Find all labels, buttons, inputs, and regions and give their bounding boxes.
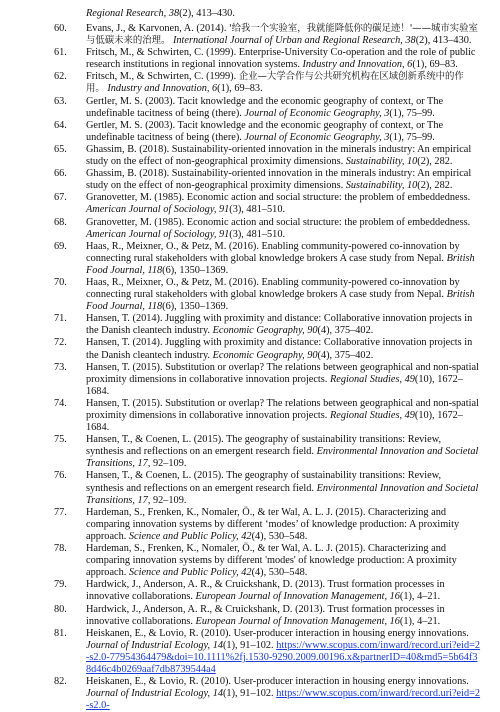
reference-item — [0, 192, 481, 216]
reference-volume-pages: (2), 413–430. — [179, 8, 235, 19]
reference-number: 69. — [54, 240, 67, 252]
reference-authors-title: Hansen, T. (2015). Substitution or overlap? The relations between geographical and non-spatial proximity dimensions in collaborative innovation projects. — [86, 361, 479, 385]
reference-journal: Environmental Innovation and Societal Transitions, 17 — [86, 446, 479, 470]
reference-journal: Regional Studies, 49 — [329, 373, 415, 385]
reference-text-block — [86, 96, 481, 120]
reference-text-block — [86, 470, 481, 506]
reference-item — [0, 628, 481, 676]
reference-item — [0, 71, 481, 95]
reference-number: 60. — [54, 23, 67, 34]
reference-authors-title: Hansen, T., & Coenen, L. (2015). The geography of sustainability transitions: Review, synthesis and reflections on an emergent research field. — [86, 434, 442, 458]
reference-journal: American Journal of Sociology, 91 — [86, 228, 230, 240]
reference-journal: International Journal of Urban and Regional Research, 38 — [172, 35, 416, 47]
reference-authors-title: Hardeman, S., Frenken, K., Nomaler, Ö., & ter Wal, A. L. J. (2015). Characterizing and comparing innovation systems by different 'modes' of knowledge production: A proximity approach. — [86, 543, 457, 579]
reference-volume-pages: (1), 69–83. — [217, 83, 263, 95]
reference-item — [0, 241, 481, 277]
reference-authors-title: Fritsch, M., & Schwirten, C. (1999). Enterprise-University Co-operation and the role of public research institutions in regional innovation systems. — [86, 47, 476, 71]
reference-number: 61. — [54, 47, 67, 59]
reference-number: 77. — [54, 506, 67, 518]
reference-number: 73. — [54, 361, 67, 373]
reference-number: 66. — [54, 168, 67, 180]
reference-text-block — [86, 192, 481, 216]
reference-number: 62. — [54, 71, 67, 83]
reference-volume-pages: (1), 4–21. — [399, 615, 441, 627]
reference-number: 68. — [54, 216, 67, 228]
reference-item — [0, 470, 481, 506]
reference-journal: Sustainability, 10 — [345, 156, 418, 168]
reference-number: 76. — [54, 470, 67, 482]
reference-item — [0, 604, 481, 628]
reference-journal: Science and Public Policy, 42 — [128, 530, 252, 542]
reference-number: 80. — [54, 603, 67, 615]
reference-journal: Science and Public Policy, 42 — [128, 567, 252, 579]
reference-text-block — [86, 277, 481, 313]
reference-text-block — [86, 241, 481, 277]
reference-journal: Regional Studies, 49 — [329, 410, 415, 421]
reference-number: 82. — [54, 676, 67, 688]
reference-journal: Economic Geography, 90 — [212, 349, 318, 361]
reference-authors-title: Gertler, M. S. (2003). Tacit knowledge and the economic geography of context, or The undefinable tacitness of being (there). — [86, 95, 444, 119]
reference-volume-pages: (2), 413–430. — [415, 35, 472, 47]
reference-item — [0, 398, 481, 434]
reference-continuation — [86, 8, 481, 20]
reference-translated-title: 企业—大学合作与公共研究机构在区域创新系统中的作用。 — [86, 71, 464, 95]
reference-text-block — [86, 168, 481, 192]
reference-number: 81. — [54, 627, 67, 639]
reference-item — [0, 579, 481, 603]
reference-volume-pages: (1), 75–99. — [389, 107, 435, 119]
reference-volume-pages: (3), 481–510. — [229, 204, 286, 216]
reference-volume-pages: (1), 91–102. — [223, 639, 277, 651]
reference-volume-pages: (10), 1672–1684. — [86, 410, 463, 434]
reference-journal: British Food Journal, 118 — [86, 252, 475, 276]
reference-authors-title: Hansen, T. (2014). Juggling with proximity and distance: Collaborative innovation projects in the Danish cleantech industry. — [86, 337, 473, 361]
reference-volume-pages: , 92–109. — [147, 458, 187, 470]
reference-volume-pages: (4), 530–548. — [251, 530, 308, 542]
reference-journal: Economic Geography, 90 — [212, 325, 318, 337]
reference-journal: Journal of Industrial Ecology, 14 — [86, 639, 223, 651]
reference-text-block — [86, 434, 481, 470]
reference-text-block — [86, 23, 481, 47]
reference-authors-title: Ghassim, B. (2018). Sustainability-oriented innovation in the minerals industry: An empirical study on the effect of non-geographical proximity dimensions. — [86, 143, 472, 168]
reference-authors-title: Haas, R., Meixner, O., & Petz, M. (2016). Enabling community-powered co-innovation by connecting rural stakeholders with global knowledge brokers A case study from Nepal. — [86, 276, 460, 301]
reference-journal: Journal of Economic Geography, 3 — [244, 107, 390, 119]
reference-number: 63. — [54, 95, 67, 107]
reference-volume-pages: (2), 282. — [417, 156, 453, 168]
reference-volume-pages: (2), 282. — [417, 180, 453, 192]
reference-item — [0, 217, 481, 241]
reference-authors-title: Hardwick, J., Anderson, A. R., & Cruickshank, D. (2013). Trust formation processes in innovative collaborations. — [86, 579, 445, 603]
reference-volume-pages: (6), 1350–1369. — [162, 301, 229, 313]
reference-authors-title: Hansen, T. (2015). Substitution or overlap? The relations between geographical and non-spatial proximity dimensions in collaborative innovation projects. — [86, 397, 479, 421]
reference-authors-title: Evans, J., & Karvonen, A. (2014). — [86, 23, 229, 34]
reference-item — [0, 168, 481, 192]
reference-text-block — [86, 543, 481, 579]
reference-journal: Journal of Economic Geography, 3 — [244, 131, 390, 143]
reference-volume-pages: (1), 4–21. — [399, 591, 441, 603]
reference-authors-title: Granovetter, M. (1985). Economic action and social structure: the problem of embeddedness. — [86, 192, 471, 204]
reference-item — [0, 507, 481, 543]
reference-volume-pages: (1), 75–99. — [389, 131, 435, 143]
reference-text-block — [86, 628, 481, 676]
reference-volume-pages: (4), 375–402. — [317, 349, 374, 361]
reference-number: 65. — [54, 143, 67, 155]
reference-journal: American Journal of Sociology, 91 — [86, 204, 230, 216]
reference-journal: Sustainability, 10 — [345, 180, 418, 192]
reference-volume-pages: (1), 91–102. — [223, 688, 277, 700]
reference-number: 75. — [54, 434, 67, 446]
reference-number: 74. — [54, 397, 67, 409]
reference-item — [0, 23, 481, 47]
reference-text-block — [86, 217, 481, 241]
reference-number: 72. — [54, 337, 67, 349]
reference-text-block — [86, 579, 481, 603]
reference-authors-title: Heiskanen, E., & Lovio, R. (2010). User-producer interaction in housing energy innovations. — [86, 627, 469, 639]
reference-volume-pages: (4), 375–402. — [317, 325, 374, 337]
reference-item — [0, 47, 481, 71]
reference-item — [0, 676, 481, 712]
reference-volume-pages: (3), 481–510. — [229, 228, 286, 240]
reference-text-block — [86, 398, 481, 434]
reference-authors-title: Hardeman, S., Frenken, K., Nomaler, Ö., & ter Wal, A. L. J. (2015). Characterizing and comparing innovation systems by different ‘modes’ of knowledge production: A proximity approach. — [86, 506, 460, 542]
reference-volume-pages: (4), 530–548. — [251, 567, 308, 579]
reference-number: 79. — [54, 579, 67, 591]
reference-authors-title: Hansen, T., & Coenen, L. (2015). The geography of sustainability transitions: Review, synthesis and reflections on an emergent research field. — [86, 470, 442, 494]
reference-journal: Industry and Innovation, 6 — [107, 83, 218, 95]
reference-list — [0, 23, 500, 712]
reference-authors-title: Fritsch, M., & Schwirten, C. (1999). — [86, 71, 239, 83]
reference-authors-title: Gertler, M. S. (2003). Tacit knowledge and the economic geography of context, or The undefinable tacitness of being (there). — [86, 119, 444, 143]
reference-text-block — [86, 362, 481, 398]
reference-item — [0, 337, 481, 361]
reference-volume-pages: (6), 1350–1369. — [162, 264, 229, 276]
reference-journal: European Journal of Innovation Management, 16 — [195, 615, 400, 627]
reference-item — [0, 362, 481, 398]
reference-journal: Environmental Innovation and Societal Transitions, 17 — [86, 482, 479, 506]
reference-translated-title: '给我一个实验室，我就能降低你的碳足迹！'——城市实验室与低碳未来的治理。 — [86, 23, 478, 47]
reference-authors-title: Heiskanen, E., & Lovio, R. (2010). User-producer interaction in housing energy innovations. — [86, 676, 469, 688]
reference-journal: Regional Research, 38 — [86, 8, 180, 19]
reference-item — [0, 543, 481, 579]
reference-text-block — [86, 144, 481, 168]
reference-number: 64. — [54, 119, 67, 131]
reference-item — [0, 144, 481, 168]
reference-volume-pages: (10), 1672–1684. — [86, 373, 463, 397]
reference-authors-title: Hardwick, J., Anderson, A. R., & Cruickshank, D. (2013). Trust formation processes in innovative collaborations. — [86, 603, 445, 627]
reference-text-block — [86, 313, 481, 337]
reference-number: 67. — [54, 192, 67, 204]
reference-volume-pages: (1), 69–83. — [412, 59, 458, 71]
reference-text-block — [86, 604, 481, 628]
reference-authors-title: Ghassim, B. (2018). Sustainability-oriented innovation in the minerals industry: An empirical study on the effect of non-geographical proximity dimensions. — [86, 168, 472, 192]
reference-item — [0, 434, 481, 470]
reference-journal: Industry and Innovation, 6 — [302, 59, 413, 71]
reference-journal: British Food Journal, 118 — [86, 289, 475, 313]
reference-journal: European Journal of Innovation Management, 16 — [195, 591, 400, 603]
reference-text-block — [86, 676, 481, 712]
reference-text-block — [86, 507, 481, 543]
reference-authors-title: Haas, R., Meixner, O., & Petz, M. (2016). Enabling community-powered co-innovation by connecting rural stakeholders with global knowledge brokers A case study from Nepal. — [86, 240, 460, 264]
reference-item — [0, 313, 481, 337]
reference-scopus-link[interactable]: https://www.scopus.com/inward/record.uri?eid=2-s2.0-77954364479&doi=10.1111%2fj.1530-9290.2009.00196.x&partnerID=40&md5=5b64f38d46c4b0269aaf7db8739544a4 — [86, 639, 481, 675]
reference-text-block — [86, 71, 481, 95]
reference-journal: Journal of Industrial Ecology, 14 — [86, 688, 223, 700]
reference-number: 70. — [54, 276, 67, 288]
reference-number: 71. — [54, 313, 67, 325]
reference-item — [0, 277, 481, 313]
reference-volume-pages: , 92–109. — [147, 494, 187, 506]
reference-number: 78. — [54, 543, 67, 555]
reference-item — [0, 96, 481, 120]
reference-item — [0, 120, 481, 144]
reference-text-block — [86, 337, 481, 361]
reference-text-block — [86, 120, 481, 144]
reference-authors-title: Granovetter, M. (1985). Economic action and social structure: the problem of embeddedness. — [86, 216, 471, 228]
reference-text-block — [86, 47, 481, 71]
reference-authors-title: Hansen, T. (2014). Juggling with proximity and distance: Collaborative innovation projects in the Danish cleantech industry. — [86, 313, 473, 337]
reference-scopus-link[interactable]: https://www.scopus.com/inward/record.uri?eid=2-s2.0- — [86, 688, 481, 712]
